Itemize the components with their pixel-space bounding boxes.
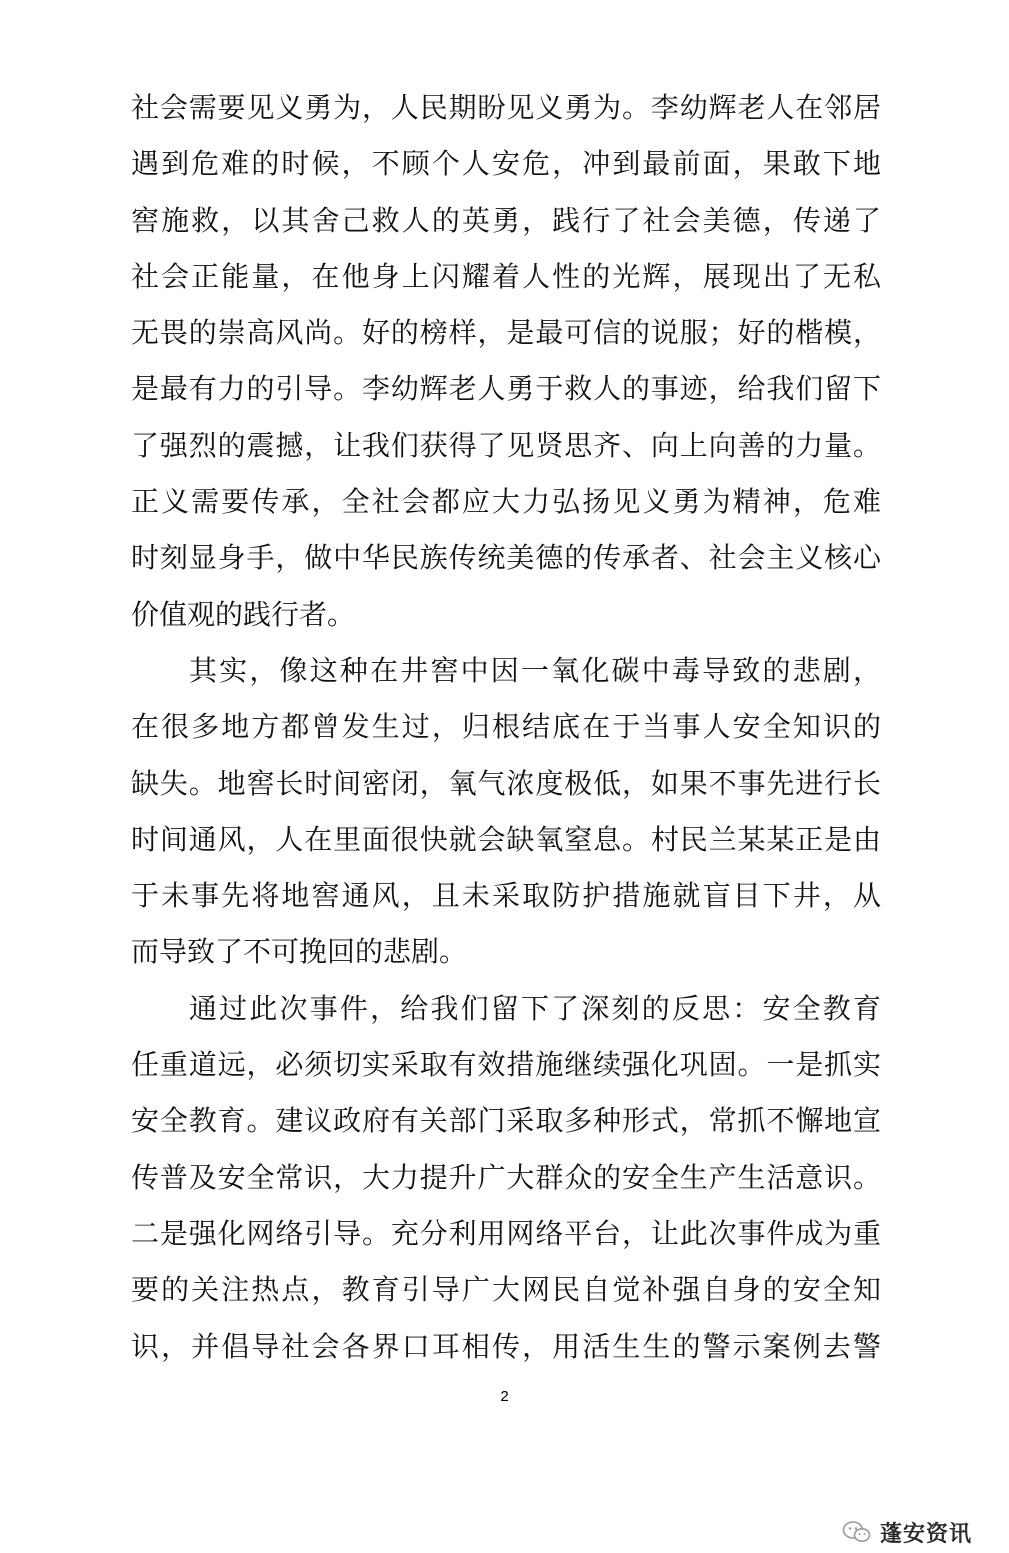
text-line: 在很多地方都曾发生过，归根结底在于当事人安全知识的 <box>131 710 881 744</box>
text-line: 识，并倡导社会各界口耳相传，用活生生的警示案例去警 <box>131 1329 881 1363</box>
text-line: 正义需要传承，全社会都应大力弘扬见义勇为精神，危难 <box>131 485 881 519</box>
text-line: 是最有力的引导。李幼辉老人勇于救人的事迹，给我们留下 <box>131 372 881 406</box>
watermark <box>842 1515 972 1549</box>
page-number: 2 <box>500 1388 509 1405</box>
text-line: 要的关注热点，教育引导广大网民自觉补强自身的安全知 <box>131 1273 881 1307</box>
text-line: 无畏的崇高风尚。好的榜样，是最可信的说服；好的楷模， <box>131 316 881 350</box>
text-line: 价值观的践行者。 <box>131 597 356 631</box>
watermark-text: 蓬安资讯 <box>880 1521 973 1547</box>
text-line: 二是强化网络引导。充分利用网络平台，让此次事件成为重 <box>131 1216 881 1250</box>
text-line: 了强烈的震撼，让我们获得了见贤思齐、向上向善的力量。 <box>131 428 881 462</box>
text-line: 通过此次事件，给我们留下了深刻的反思：安全教育 <box>189 991 881 1025</box>
body-text <box>131 80 881 1375</box>
text-line: 其实，像这种在井窖中因一氧化碳中毒导致的悲剧， <box>189 653 881 687</box>
text-line: 窖施救，以其舍己救人的英勇，践行了社会美德，传递了 <box>131 203 881 237</box>
text-line: 任重道远，必须切实采取有效措施继续强化巩固。一是抓实 <box>131 1048 881 1082</box>
text-line: 传普及安全常识，大力提升广大群众的安全生产生活意识。 <box>131 1160 881 1194</box>
text-line: 缺失。地窖长时间密闭，氧气浓度极低，如果不事先进行长 <box>131 766 881 800</box>
wechat-icon <box>842 1520 872 1544</box>
text-line: 安全教育。建议政府有关部门采取多种形式，常抓不懈地宣 <box>131 1104 881 1138</box>
text-line: 而导致了不可挽回的悲剧。 <box>131 935 468 969</box>
text-line: 时间通风，人在里面很快就会缺氧窒息。村民兰某某正是由 <box>131 822 881 856</box>
text-line: 于未事先将地窖通风，且未采取防护措施就盲目下井，从 <box>131 879 881 913</box>
text-line: 社会需要见义勇为，人民期盼见义勇为。李幼辉老人在邻居 <box>131 91 881 124</box>
text-line: 遇到危难的时候，不顾个人安危，冲到最前面，果敢下地 <box>131 147 881 181</box>
text-line: 社会正能量，在他身上闪耀着人性的光辉，展现出了无私 <box>131 259 881 293</box>
text-line: 时刻显身手，做中华民族传统美德的传承者、社会主义核心 <box>131 541 881 575</box>
